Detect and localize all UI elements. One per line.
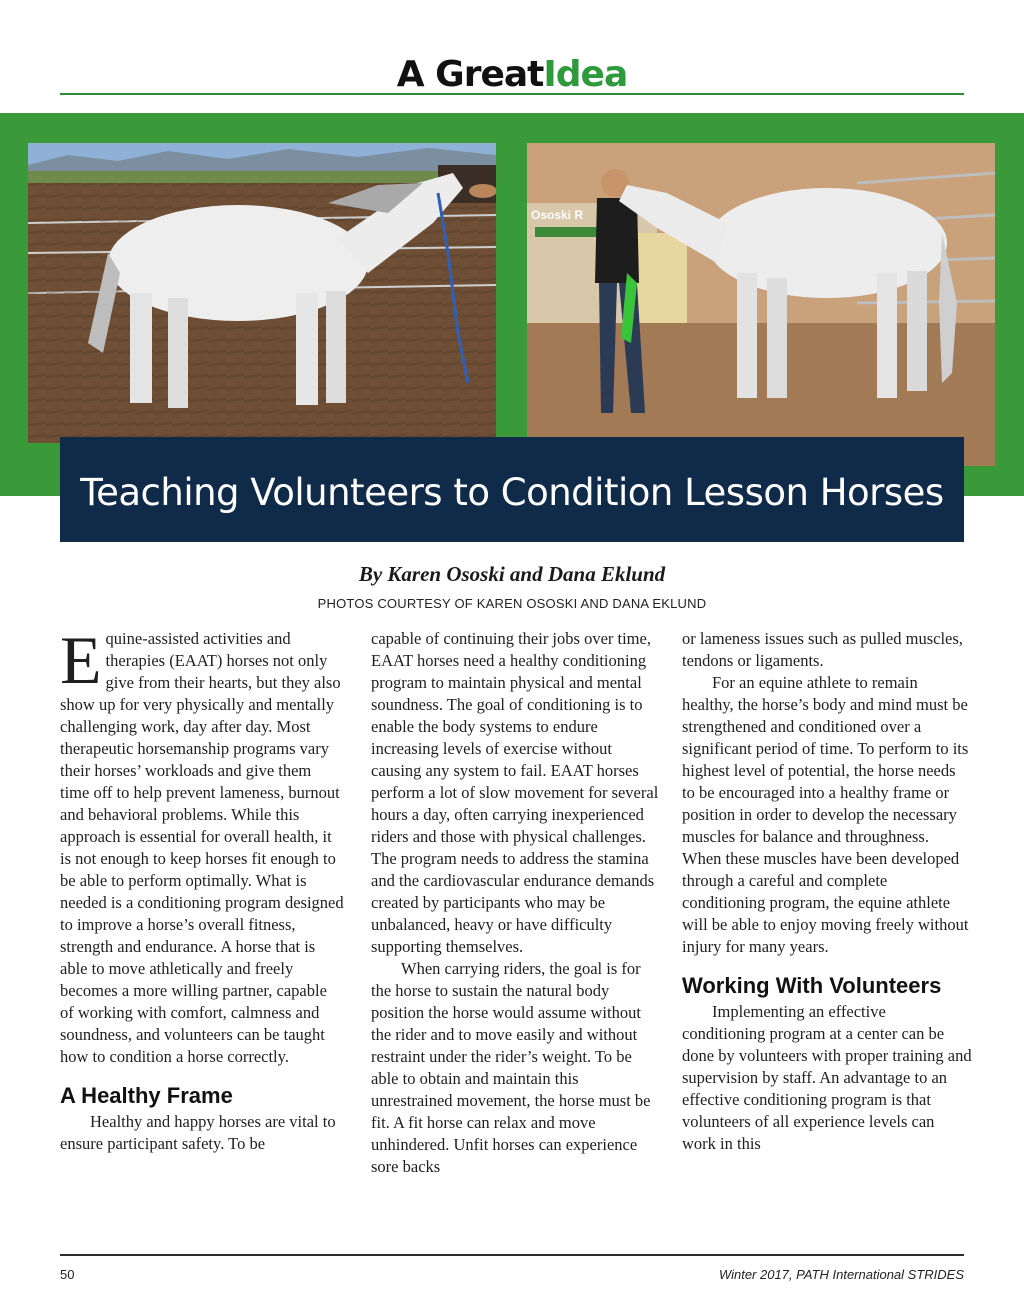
paragraph bbox=[60, 622, 344, 1068]
article-column-1 bbox=[60, 622, 344, 1155]
publication-info: Winter 2017, PATH International STRIDES bbox=[718, 1267, 964, 1282]
article-title: Teaching Volunteers to Condition Lesson Horses bbox=[80, 471, 944, 514]
article-column-3 bbox=[682, 628, 972, 1155]
page-number: 50 bbox=[60, 1267, 75, 1282]
paragraph: Implementing an effective conditioning program at a center can be done by volunteers with proper training and supervision by staff. An advantage to an effective conditioning program is that volunteers of all experience levels can work in this bbox=[682, 1002, 972, 1153]
drop-cap: E bbox=[60, 622, 102, 698]
subhead-working-with-volunteers: Working With Volunteers bbox=[682, 973, 942, 998]
photo-white-horse-paddock bbox=[28, 143, 496, 443]
paragraph: capable of continuing their jobs over time, EAAT horses need a healthy conditioning program to maintain physical and mental soundness. The goal of conditioning is to enable the body systems to endure increasing levels of exercise without causing any system to fail. EAAT horses perform a lot of slow movement for several hours a day, often carrying inexperienced riders and those with physical challenges. The program needs to address the stamina and the cardiovascular endurance demands created by participants who may be unbalanced, heavy or have difficulty supporting themselves. bbox=[371, 629, 659, 956]
byline: By Karen Ososki and Dana Eklund bbox=[358, 562, 666, 586]
photo-credit: PHOTOS COURTESY OF KAREN OSOSKI AND DANA EKLUND bbox=[317, 596, 707, 611]
arena-sign-text: Ososki R bbox=[531, 208, 584, 222]
paragraph: Healthy and happy horses are vital to ensure participant safety. To be bbox=[60, 1112, 336, 1153]
section-title-part2: Idea bbox=[543, 54, 628, 95]
subhead-healthy-frame: A Healthy Frame bbox=[60, 1083, 233, 1108]
paragraph: For an equine athlete to remain healthy, the horse’s body and mind must be strengthened and conditioned over a significant period of time. To perform to its highest level of potential, the horse needs to be encouraged into a healthy frame or position in order to develop the necessary muscles for balance and throughness. When these muscles have been developed through a careful and complete conditioning program, the equine athlete will be able to enjoy moving freely without injury for many years. bbox=[682, 673, 969, 956]
section-title-part1: A Great bbox=[396, 54, 544, 95]
article-column-2 bbox=[371, 628, 661, 1178]
section-title bbox=[0, 54, 1024, 95]
photo-volunteer-with-horse bbox=[527, 143, 995, 466]
article-title-box bbox=[60, 437, 964, 542]
paragraph: or lameness issues such as pulled muscles, tendons or ligaments. bbox=[682, 629, 963, 670]
paragraph-text: quine-assisted activities and therapies (EAAT) horses not only give from their hearts, but they also show up for very physically and mentally challenging work, day after day. Most therapeutic horsemanship programs vary their horses’ workloads and give them time off to help prevent lameness, burnout and behavioral problems. While this approach is essential for overall health, it is not enough to keep horses fit enough to be able to perform optimally. What is needed is a conditioning program designed to improve a horse’s overall fitness, strength and endurance. A horse that is able to move athletically and freely becomes a more willing partner, capable of working with comfort, calmness and soundness, and volunteers can be taught how to condition a horse correctly. bbox=[60, 629, 344, 1066]
footer-rule bbox=[60, 1254, 964, 1256]
paragraph: When carrying riders, the goal is for the horse to sustain the natural body position the horse would assume without the rider and to move easily and without restraint under the rider’s weight. To be able to obtain and maintain this unrestrained movement, the horse must be fit. A fit horse can relax and move unhindered. Unfit horses can experience sore backs bbox=[371, 959, 651, 1176]
